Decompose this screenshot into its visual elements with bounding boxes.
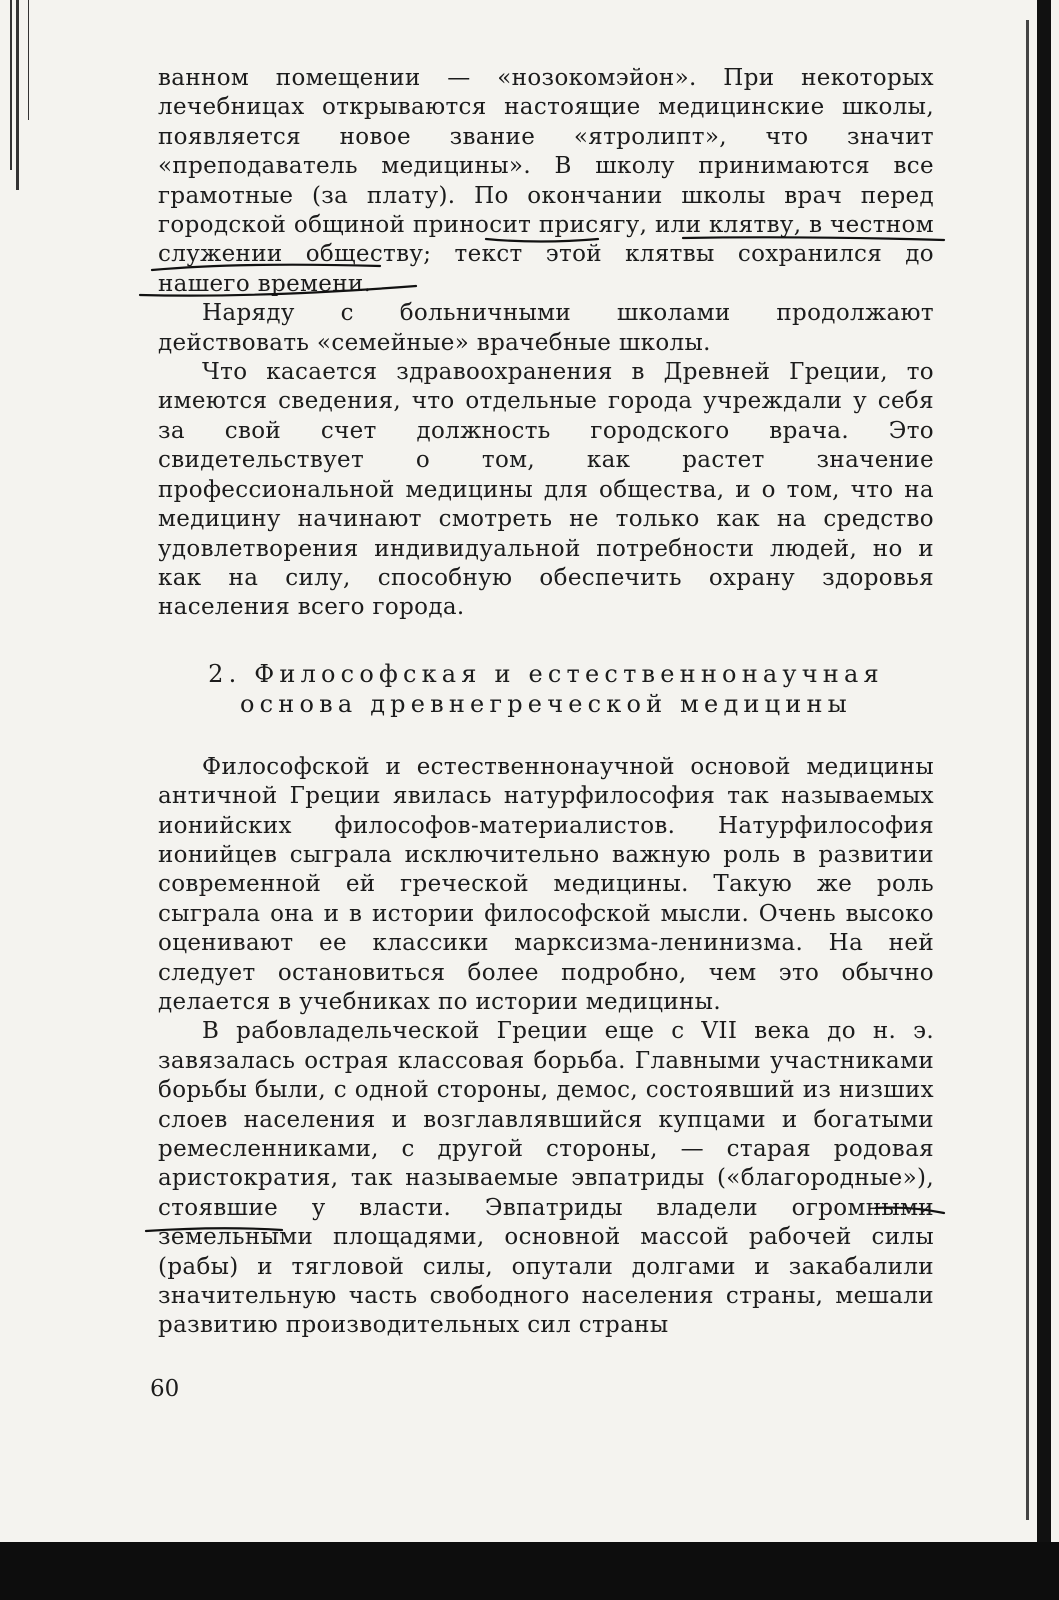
scan-edge-marks [6,0,46,200]
paragraph-1: ванном помещении — «нозокомэйон». При некоторых лечебницах открываются настоящие медицинские школы, появляется новое звание «ятролипт», что значит «преподаватель медицины». В школу принимаются все грамотные (за плату). По окончании школы врач перед городской общиной приносит присягу, или клятву, в честном служении обществу; текст этой клятвы сохранился до нашего времени. [158,65,934,297]
scan-edge-line [1026,20,1029,1520]
scan-edge-bottom [0,1542,1059,1600]
paragraph-4: Философской и естественнонаучной основой медицины античной Греции явилась натурфилософия так называемых ионийских философов-материалистов. Натурфилософия ионийцев сыграла исключительно важную роль в развитии современной ей греческой медицины. Такую же роль сыграла она и в истории философской мысли. Очень высоко оценивают ее классики марксизма-ленинизма. На ней следует остановиться более подробно, чем это обычно делается в учебниках по истории медицины. [158,753,934,1015]
paragraph-3: Что касается здравоохранения в Древней Греции, то имеются сведения, что отдельные города учреждали у себя за свой счет должность городского врача. Это свидетельствует о том, как растет значение профессиональной медицины для общества, и о том, что на медицину начинают смотреть не только как на средство удовлетворения индивидуальной потребности людей, но и как на силу, способную обеспечить охрану здоровья населения всего города. [158,359,934,621]
section-heading-line-2: основа древнегреческой медицины [240,689,852,718]
scan-edge-right [1037,0,1051,1600]
paragraph-5: В рабовладельческой Греции еще с VII века до н. э. завязалась острая классовая борьба. Главными участниками борьбы были, с одной стороны, демос, состоявший из низших слоев населения и возглавлявшийся купцами и богатыми ремесленниками, с другой стороны, — старая родовая аристократия, так называемые эвпатриды («благородные»), стоявшие у власти. Эвпатриды владели огромными земельными площадями, основной массой рабочей силы (рабы) и тягловой силы, опутали долгами и закабалили значительную часть свободного населения страны, мешали развитию производительных сил страны [158,1018,934,1339]
page-number: 60 [150,1376,180,1402]
book-page-text [158,64,934,1341]
paragraph-2: Наряду с больничными школами продолжают действовать «семейные» врачебные школы. [158,300,934,356]
section-heading [158,659,934,719]
section-heading-line-1: 2. Философская и естественнонаучная [208,659,884,688]
